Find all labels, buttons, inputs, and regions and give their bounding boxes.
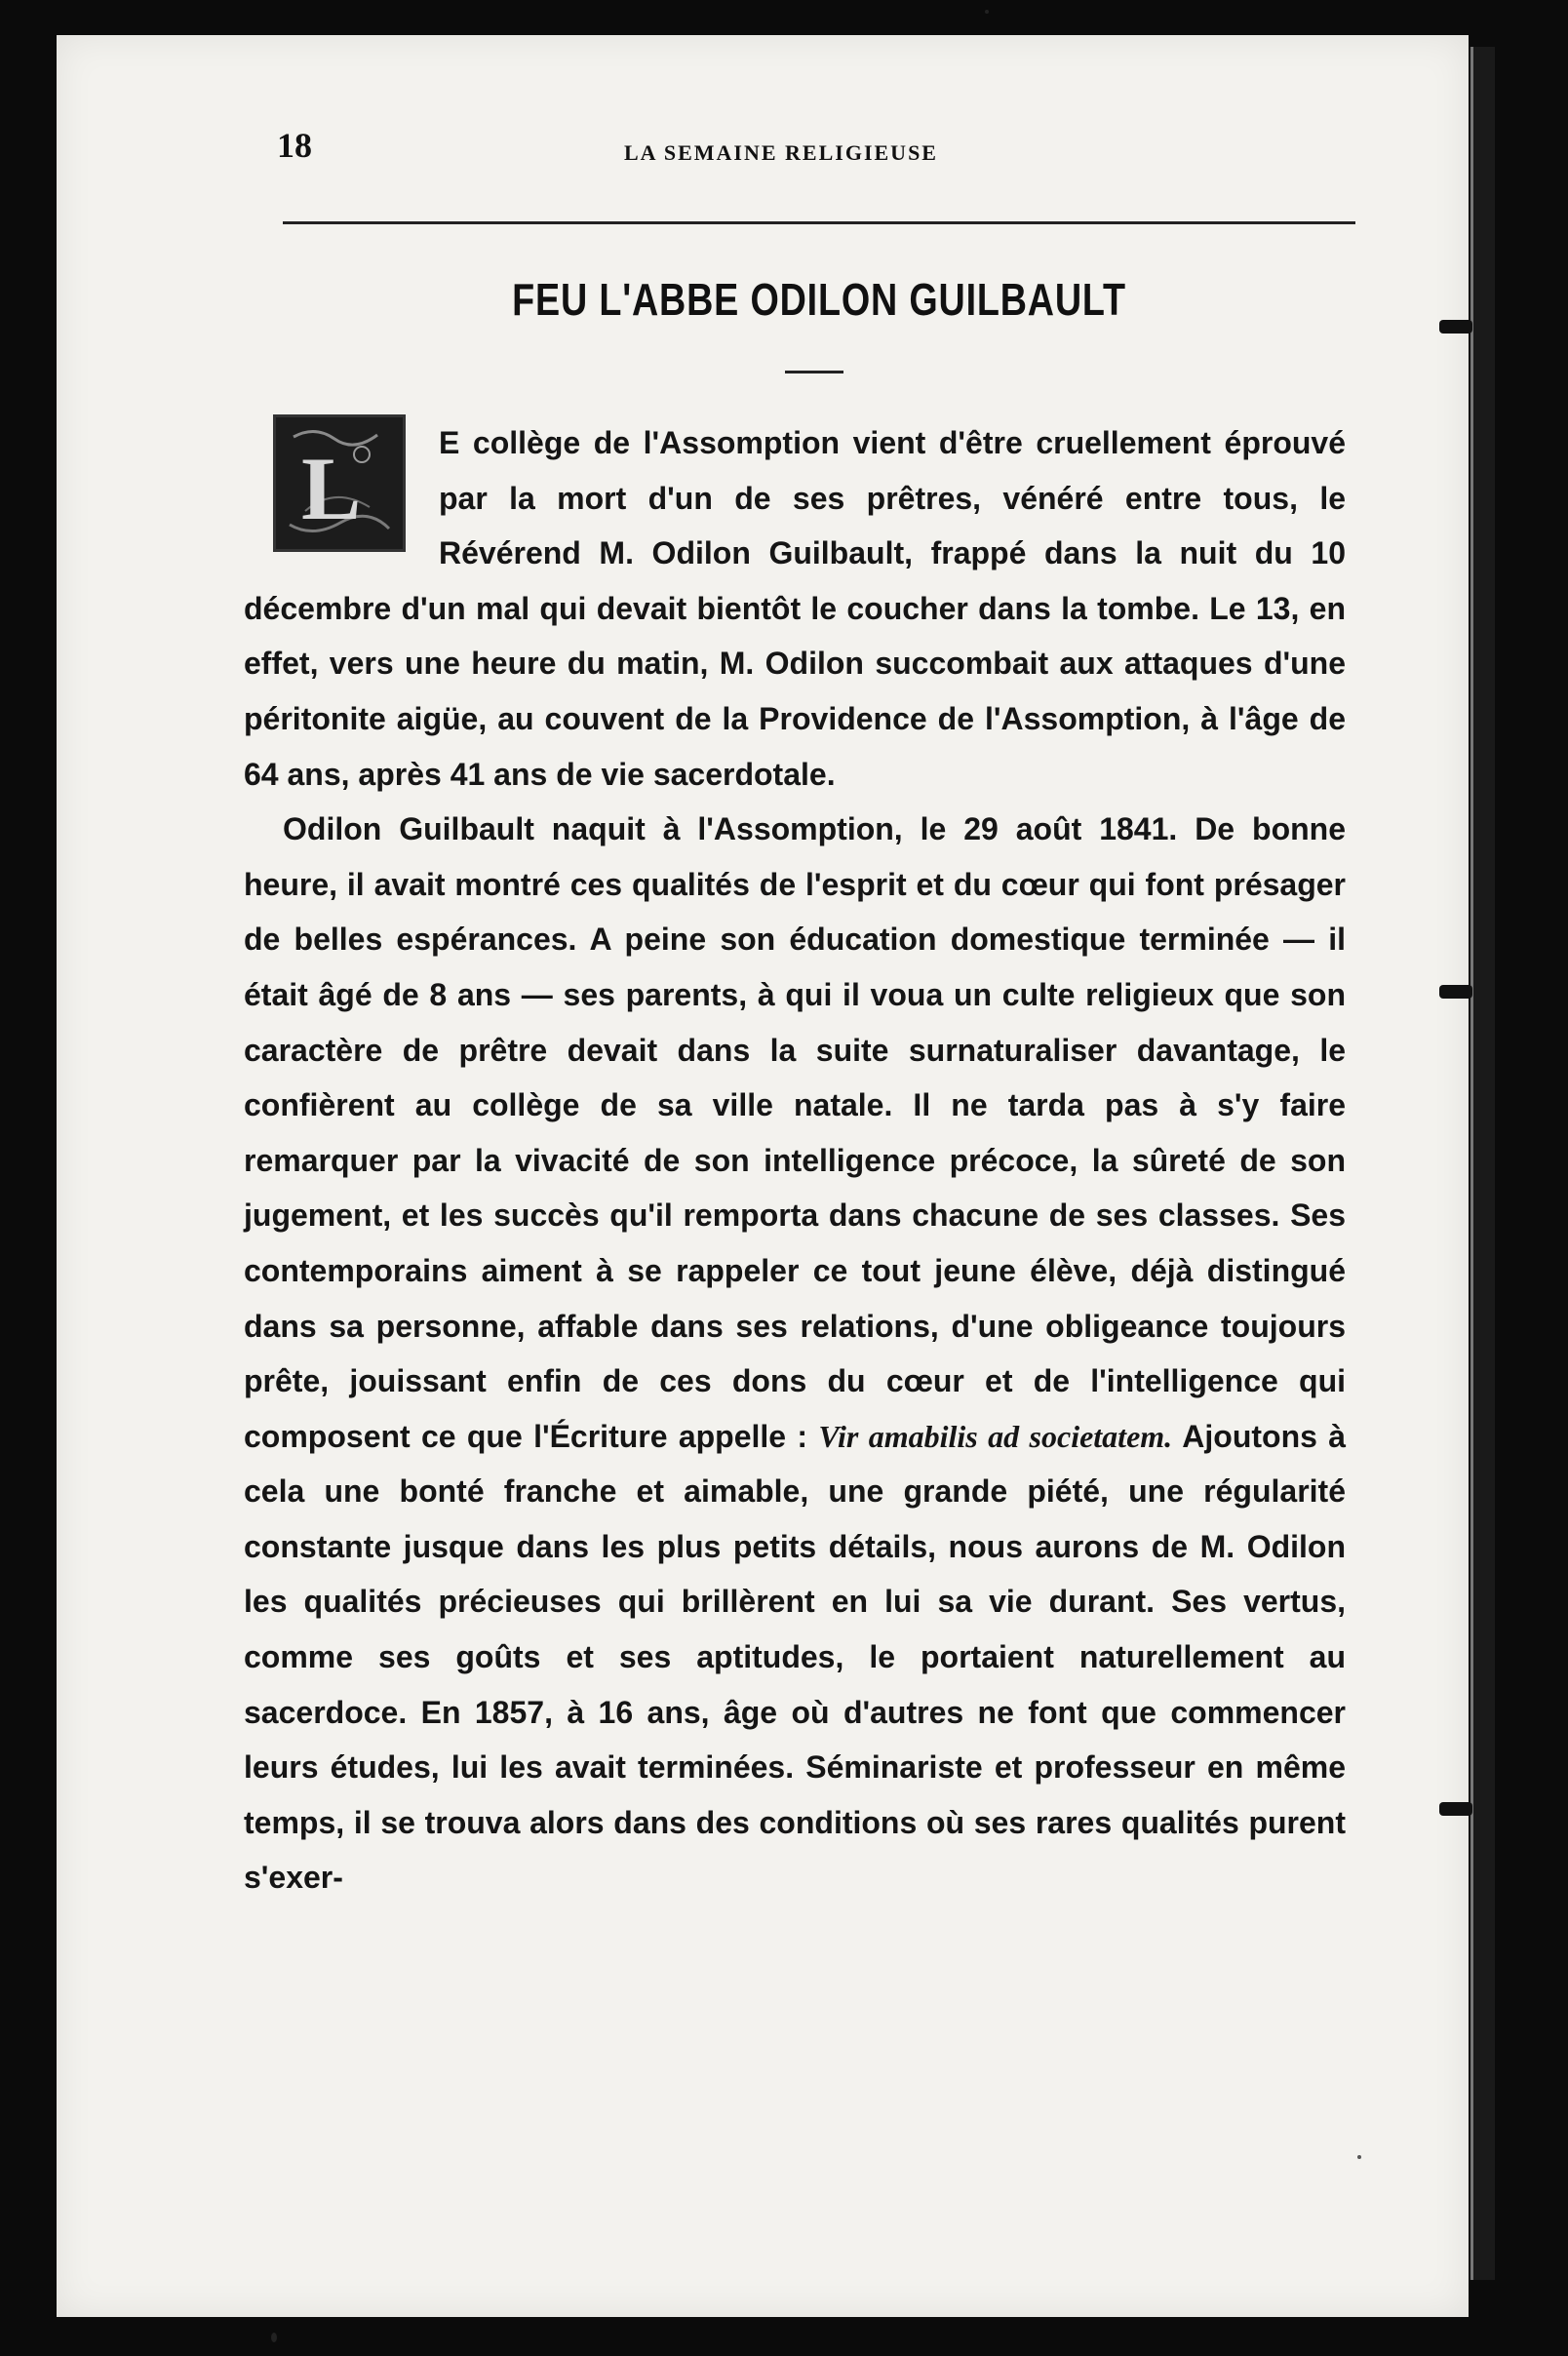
running-head: LA SEMAINE RELIGIEUSE	[624, 140, 938, 165]
page-binding-edge	[1470, 47, 1495, 2280]
scan-speck	[985, 10, 989, 14]
edge-mark	[1439, 320, 1472, 334]
ornamental-drop-cap	[273, 414, 406, 552]
latin-quote: Vir amabilis ad societatem.	[818, 1418, 1173, 1454]
paragraph-text: E collège de l'Assomption vient d'être cruellement éprouvé par la mort d'un de ses prêtres, vénéré entre tous, le Révérend M. Odilon Guilbault, frappé dans la nuit du 10 décembre d'un mal qui devait bientôt le coucher dans la tombe. Le 13, en effet, vers une heure du matin, M. Odilon succombait aux attaques d'une péritonite aigüe, au couvent de la Providence de l'Assomption, à l'âge de 64 ans, après 41 ans de vie sacerdotale.	[244, 425, 1346, 792]
article-body	[244, 415, 1346, 1905]
header-rule	[283, 221, 1355, 224]
paragraph-text: Ajoutons à cela une bonté franche et aimable, une grande piété, une régularité constante jusque dans les plus petits détails, nous aurons de M. Odilon les qualités précieuses qui brillèrent en lui sa vie durant. Ses vertus, comme ses goûts et ses aptitudes, le portaient naturellement au sacerdoce. En 1857, à 16 ans, âge où d'autres ne font que commencer leurs études, lui les avait terminées. Séminariste et professeur en même temps, il se trouva alors dans des conditions où ses rares qualités purent s'exer-	[244, 1418, 1347, 1896]
title-rule	[785, 371, 843, 373]
drop-cap-letter: L	[301, 439, 362, 538]
paragraph	[244, 415, 1346, 802]
page-number: 18	[277, 126, 312, 165]
scan-speck	[271, 2333, 277, 2342]
paragraph	[244, 802, 1346, 1905]
edge-mark	[1439, 985, 1472, 999]
page-header	[224, 125, 1355, 174]
edge-mark	[1439, 1802, 1472, 1816]
scan-speck	[1357, 2155, 1361, 2159]
paragraph-text: Odilon Guilbault naquit à l'Assomption, le 29 août 1841. De bonne heure, il avait montré ces qualités de l'esprit et du cœur qui font présager de belles espérances. A peine son éducation domestique terminée — il était âgé de 8 ans — ses parents, à qui il voua un culte religieux que son caractère de prêtre devait dans la suite surnaturaliser davantage, le confièrent au collège de sa ville natale. Il ne tarda pas à s'y faire remarquer par la vivacité de son intelligence précoce, la sûreté de son jugement, et les succès qu'il remporta dans chacune de ses classes. Ses contemporains aiment à se rappeler ce tout jeune élève, déjà distingué dans sa personne, affable dans ses relations, d'une obligeance toujours prête, jouissant enfin de ces dons du cœur et de l'intelligence qui composent ce que l'Écriture appelle :	[244, 811, 1346, 1454]
article-title: FEU L'ABBE ODILON GUILBAULT	[512, 274, 1126, 325]
drop-cap-ornament-icon	[276, 417, 403, 549]
